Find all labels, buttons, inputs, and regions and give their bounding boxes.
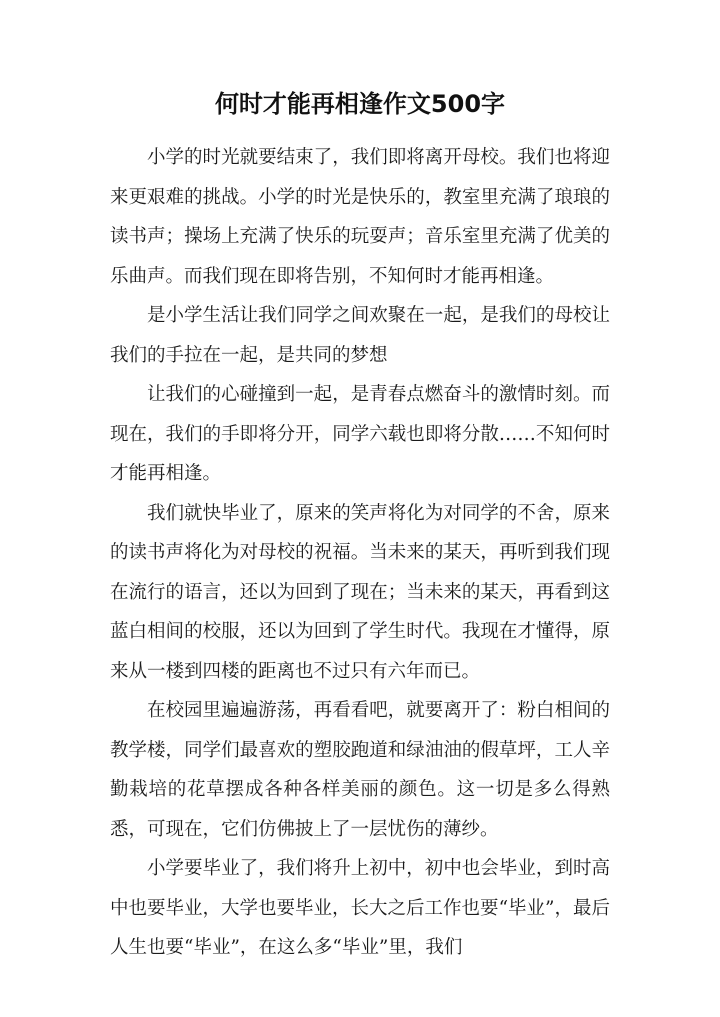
paragraph: 在校园里遍遍游荡，再看看吧，就要离开了：粉白相间的教学楼，同学们最喜欢的塑胶跑道和绿油油的假草坪，工人辛勤栽培的花草摆成各种各样美丽的颜色。这一切是多么得熟悉，可现在，它们仿佛披上了一层忧伤的薄纱。	[110, 700, 610, 840]
document-title: 何时才能再相逢作文500字	[214, 90, 506, 118]
paragraph: 小学要毕业了，我们将升上初中，初中也会毕业，到时高中也要毕业，大学也要毕业，长大之后工作也要“毕业”，最后人生也要“毕业”，在这么多“毕业”里，我们	[110, 858, 610, 958]
paragraph: 我们就快毕业了，原来的笑声将化为对同学的不舍，原来的读书声将化为对母校的祝福。当未来的某天，再听到我们现在流行的语言，还以为回到了现在；当未来的某天，再看到这蓝白相间的校服，还以为回到了学生时代。我现在才懂得，原来从一楼到四楼的距离也不过只有六年而已。	[110, 502, 610, 682]
paragraph: 让我们的心碰撞到一起，是青春点燃奋斗的激情时刻。而现在，我们的手即将分开，同学六载也即将分散……不知何时才能再相逢。	[110, 384, 610, 484]
paragraph: 是小学生活让我们同学之间欢聚在一起，是我们的母校让我们的手拉在一起，是共同的梦想	[110, 305, 610, 366]
paragraph: 小学的时光就要结束了，我们即将离开母校。我们也将迎来更艰难的挑战。小学的时光是快乐的，教室里充满了琅琅的读书声；操场上充满了快乐的玩耍声；音乐室里充满了优美的乐曲声。而我们现在即将告别，不知何时才能再相逢。	[110, 147, 610, 287]
document-body	[110, 138, 610, 968]
